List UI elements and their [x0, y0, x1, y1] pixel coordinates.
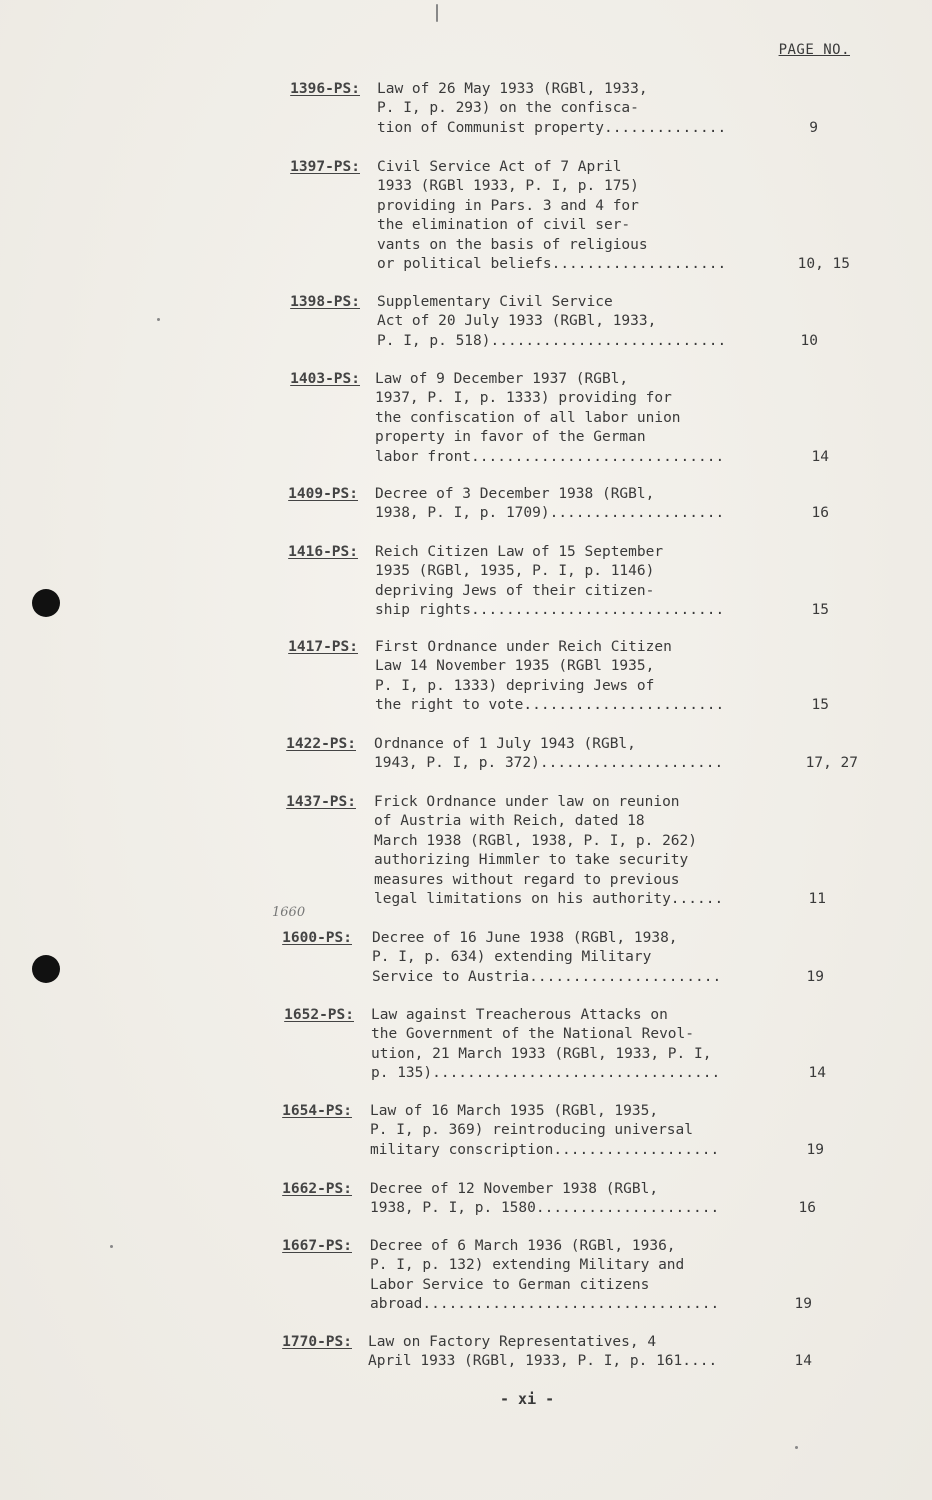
exhibit-description-line: military conscription...................	[370, 1141, 720, 1158]
page-marker: - xi -	[500, 1390, 555, 1408]
exhibit-description-line: the confiscation of all labor union	[375, 409, 681, 426]
exhibit-description-line: p. 135).................................	[371, 1065, 721, 1082]
exhibit-description-line: 1938, P. I, p. 1580.....................	[370, 1200, 720, 1217]
exhibit-description-line: P. I, p. 1333) depriving Jews of	[375, 677, 655, 694]
exhibit-description-line: Reich Citizen Law of 15 September	[375, 544, 664, 560]
exhibit-description-line: P. I, p. 132) extending Military and	[370, 1257, 685, 1274]
exhibit-id: 1770-PS:	[282, 1334, 352, 1350]
page-reference: 14	[808, 1065, 826, 1082]
exhibit-description-line: authorizing Himmler to take security	[374, 852, 689, 869]
exhibit-description-line: Frick Ordnance under law on reunion	[374, 794, 680, 810]
exhibit-description-line: of Austria with Reich, dated 18	[374, 813, 645, 830]
paper-mark	[436, 4, 438, 22]
page-reference: 19	[806, 968, 824, 985]
exhibit-description-line: P. I, p. 293) on the confisca-	[377, 100, 639, 117]
exhibit-id: 1662-PS:	[282, 1181, 352, 1197]
exhibit-id: 1397-PS:	[290, 159, 360, 175]
exhibit-description-line: Law on Factory Representatives, 4	[368, 1334, 657, 1350]
exhibit-description-line: abroad..................................	[370, 1296, 720, 1313]
exhibit-description-line: Decree of 12 November 1938 (RGBl,	[370, 1181, 659, 1197]
exhibit-description-line: tion of Communist property..............	[377, 119, 727, 136]
exhibit-description-line: legal limitations on his authority......	[374, 891, 724, 907]
exhibit-description-line: 1935 (RGBl, 1935, P. I, p. 1146)	[375, 563, 655, 580]
exhibit-description-line: labor front.............................	[375, 448, 725, 465]
exhibit-id: 1403-PS:	[290, 371, 360, 387]
exhibit-description-line: 1938, P. I, p. 1709)....................	[375, 505, 725, 522]
page-no-header: PAGE NO.	[778, 42, 850, 58]
exhibit-description-line: P. I, p. 634) extending Military	[372, 949, 652, 966]
page-reference: 10	[800, 332, 818, 349]
paper-mark	[795, 1446, 798, 1449]
page-reference: 16	[811, 505, 829, 522]
exhibit-description-line: March 1938 (RGBl, 1938, P. I, p. 262)	[374, 832, 698, 849]
exhibit-description-line: Decree of 3 December 1938 (RGBl,	[375, 486, 655, 502]
exhibit-description-line: Supplementary Civil Service	[377, 294, 613, 310]
handwritten-correction: 1660	[272, 905, 306, 920]
exhibit-description-line: 1943, P. I, p. 372).....................	[374, 755, 724, 772]
exhibit-description-line: Ordnance of 1 July 1943 (RGBl,	[374, 736, 636, 752]
exhibit-description-line: Labor Service to German citizens	[370, 1276, 650, 1293]
exhibit-id: 1409-PS:	[288, 486, 358, 502]
exhibit-description-line: Service to Austria......................	[372, 968, 722, 985]
punch-hole	[32, 955, 60, 983]
punch-hole	[32, 589, 60, 617]
exhibit-description-line: Decree of 16 June 1938 (RGBl, 1938,	[372, 930, 678, 946]
paper-mark	[157, 318, 160, 321]
exhibit-description-line: Law of 9 December 1937 (RGBl,	[375, 371, 629, 387]
exhibit-description-line: Civil Service Act of 7 April	[377, 159, 622, 175]
page-reference: 16	[798, 1200, 816, 1217]
exhibit-description-line: ship rights.............................	[375, 602, 725, 619]
exhibit-description-line: the elimination of civil ser-	[377, 217, 631, 234]
exhibit-description-line: P. I, p. 369) reintroducing universal	[370, 1122, 694, 1139]
page-reference: 15	[811, 697, 829, 714]
exhibit-id: 1667-PS:	[282, 1238, 352, 1254]
exhibit-description-line: First Ordnance under Reich Citizen	[375, 639, 672, 655]
exhibit-id: 1416-PS:	[288, 544, 358, 560]
exhibit-description-line: property in favor of the German	[375, 429, 646, 446]
page-reference: 14	[794, 1353, 812, 1370]
exhibit-description-line: ution, 21 March 1933 (RGBl, 1933, P. I,	[371, 1045, 712, 1062]
exhibit-description-line: Law of 16 March 1935 (RGBl, 1935,	[370, 1103, 659, 1119]
exhibit-id: 1398-PS:	[290, 294, 360, 310]
exhibit-id: 1417-PS:	[288, 639, 358, 655]
exhibit-description-line: 1933 (RGBl 1933, P. I, p. 175)	[377, 178, 639, 195]
page-reference: 10, 15	[797, 256, 850, 272]
page-reference: 17, 27	[805, 755, 858, 772]
exhibit-description-line: Law of 26 May 1933 (RGBl, 1933,	[377, 81, 648, 97]
paper-mark	[110, 1245, 113, 1248]
exhibit-description-line: or political beliefs....................	[377, 256, 727, 272]
exhibit-description-line: vants on the basis of religious	[377, 236, 648, 253]
exhibit-description-line: depriving Jews of their citizen-	[375, 582, 655, 599]
exhibit-description-line: providing in Pars. 3 and 4 for	[377, 197, 639, 214]
page-reference: 9	[809, 119, 818, 136]
exhibit-id: 1600-PS:	[282, 930, 352, 946]
exhibit-description-line: Act of 20 July 1933 (RGBl, 1933,	[377, 313, 657, 330]
exhibit-description-line: Law against Treacherous Attacks on	[371, 1007, 668, 1023]
exhibit-id: 1437-PS:	[286, 794, 356, 810]
exhibit-description-line: measures without regard to previous	[374, 871, 680, 888]
exhibit-id: 1652-PS:	[284, 1007, 354, 1023]
exhibit-id: 1422-PS:	[286, 736, 356, 752]
exhibit-description-line: Decree of 6 March 1936 (RGBl, 1936,	[370, 1238, 676, 1254]
exhibit-description-line: 1937, P. I, p. 1333) providing for	[375, 390, 672, 407]
exhibit-description-line: April 1933 (RGBl, 1933, P. I, p. 161....	[368, 1353, 718, 1370]
exhibit-description-line: the Government of the National Revol-	[371, 1026, 695, 1043]
page-reference: 19	[806, 1141, 824, 1158]
page-reference: 19	[794, 1296, 812, 1313]
page-reference: 11	[808, 891, 826, 907]
page-reference: 14	[811, 448, 829, 465]
page-reference: 15	[811, 602, 829, 619]
exhibit-id: 1396-PS:	[290, 81, 360, 97]
exhibit-description-line: the right to vote.......................	[375, 697, 725, 714]
exhibit-id: 1654-PS:	[282, 1103, 352, 1119]
exhibit-description-line: P. I, p. 518)...........................	[377, 332, 727, 349]
exhibit-description-line: Law 14 November 1935 (RGBl 1935,	[375, 658, 655, 675]
